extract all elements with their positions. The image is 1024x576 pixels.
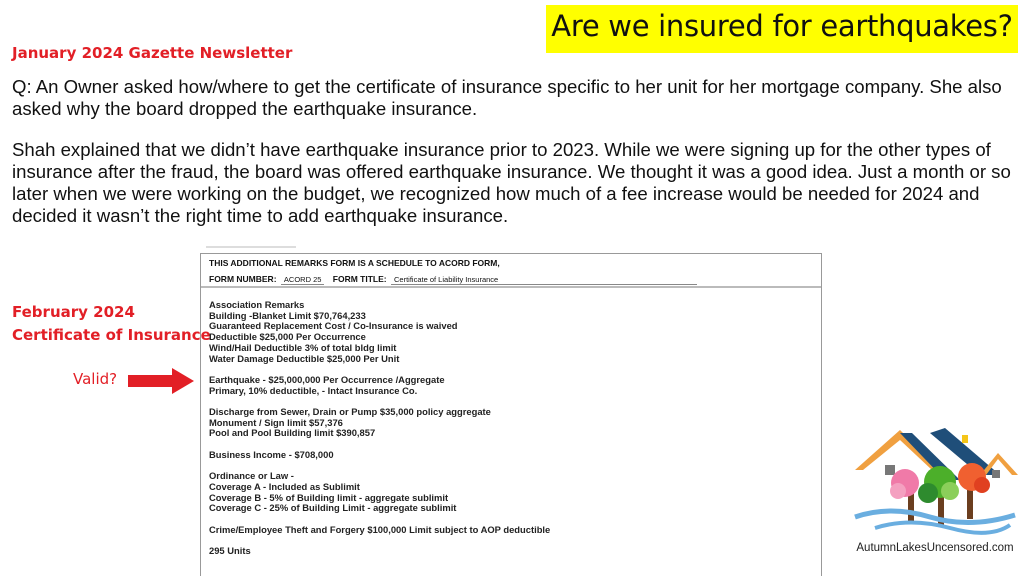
valid-question-label: Valid? <box>73 370 118 388</box>
remark-line: 295 Units <box>209 545 251 557</box>
form-schedule-note: THIS ADDITIONAL REMARKS FORM IS A SCHEDULE TO ACORD FORM, <box>209 258 500 268</box>
page-title: Are we insured for earthquakes? <box>551 9 1013 43</box>
remark-line: Ordinance or Law - <box>209 470 294 482</box>
remark-line: Monument / Sign limit $57,376 <box>209 416 343 428</box>
remark-line: Coverage C - 25% of Building Limit - aggregate sublimit <box>209 502 457 514</box>
logo-website-text: AutumnLakesUncensored.com <box>856 542 1014 554</box>
certificate-form <box>200 253 822 576</box>
remark-line: Coverage A - Included as Sublimit <box>209 480 360 492</box>
newsletter-question: Q: An Owner asked how/where to get the certificate of insurance specific to her unit for her mortgage company. She also asked why the board dropped the earthquake insurance. <box>12 76 1002 119</box>
arrow-right-icon <box>128 368 194 394</box>
remark-line: Coverage B - 5% of Building limit - aggregate sublimit <box>209 491 449 503</box>
remark-line: Guaranteed Replacement Cost / Co-Insurance is waived <box>209 320 458 332</box>
remark-line: Business Income - $708,000 <box>209 448 334 460</box>
form-remarks <box>209 300 550 557</box>
form-number-value: ACORD 25 <box>281 275 325 285</box>
remark-line-earthquake: Earthquake - $25,000,000 Per Occurrence /Aggregate <box>209 373 445 385</box>
form-title-label: FORM TITLE: <box>332 274 387 284</box>
form-header <box>201 253 821 288</box>
certificate-label-date: February 2024 <box>12 303 135 321</box>
form-number-label: FORM NUMBER: <box>209 274 277 284</box>
remark-line: Pool and Pool Building limit $390,857 <box>209 427 376 439</box>
certificate-label <box>12 301 211 347</box>
certificate-label-title: Certificate of Insurance <box>12 326 211 344</box>
remark-line: Discharge from Sewer, Drain or Pump $35,000 policy aggregate <box>209 406 491 417</box>
remark-line: Building -Blanket Limit $70,764,233 <box>209 309 366 321</box>
remark-line: Deductible $25,000 Per Occurrence <box>209 331 366 343</box>
form-faint-heading <box>206 246 296 248</box>
remark-line: Water Damage Deductible $25,000 Per Unit <box>209 352 400 364</box>
newsletter-label: January 2024 Gazette Newsletter <box>12 44 293 62</box>
remark-line: Crime/Employee Theft and Forgery $100,000 Limit subject to AOP deductible <box>209 523 551 535</box>
form-number-row <box>209 274 697 285</box>
remark-line: Association Remarks <box>209 299 305 310</box>
site-logo <box>850 425 1020 565</box>
remark-line: Wind/Hail Deductible 3% of total bldg limit <box>209 341 397 353</box>
form-title-value: Certificate of Liability Insurance <box>391 275 697 285</box>
remark-line: Primary, 10% deductible, - Intact Insurance Co. <box>209 384 418 396</box>
newsletter-answer: Shah explained that we didn’t have earthquake insurance prior to 2023. While we were signing up for the other types of insurance after the fraud, the board was offered earthquake insurance. We thought it was a good idea. Just a month or so later when we were working on the budget, we recognized how much of a fee increase would be needed for 2024 and decided it wasn’t the right time to add earthquake insurance. <box>12 139 1011 226</box>
houses-trees-logo-icon <box>850 425 1020 540</box>
title-banner <box>546 5 1018 53</box>
